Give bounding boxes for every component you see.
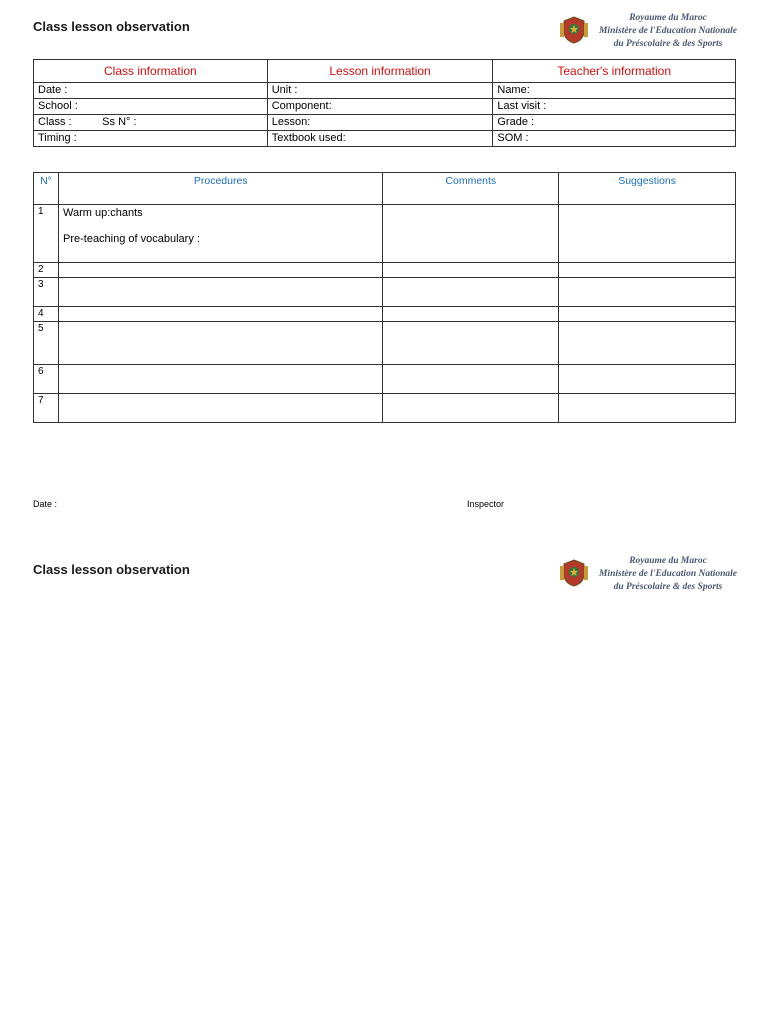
comment-cell[interactable]: [383, 278, 559, 307]
procedure-text: Pre-teaching of vocabulary :: [62, 233, 200, 245]
row-number: 6: [34, 365, 59, 394]
ministry-line-2: Ministère de l'Education Nationale: [598, 569, 738, 579]
info-cell[interactable]: Timing :: [34, 131, 268, 147]
date-label: Date :: [33, 499, 58, 509]
table-row: [34, 263, 736, 278]
row-number: 7: [34, 394, 59, 423]
procedure-cell[interactable]: [58, 322, 382, 365]
teacher-info-header: Teacher's information: [493, 60, 736, 83]
comment-cell[interactable]: [383, 307, 559, 322]
procedures-table: [33, 172, 736, 423]
info-row: [34, 115, 736, 131]
number-header: N°: [34, 173, 59, 205]
inspector-label: Inspector: [467, 499, 505, 509]
comment-cell[interactable]: [383, 263, 559, 278]
info-cell[interactable]: SOM :: [493, 131, 736, 147]
comment-cell[interactable]: [383, 322, 559, 365]
info-cell[interactable]: Grade :: [493, 115, 736, 131]
ministry-line-3: du Préscolaire & des Sports: [613, 39, 723, 49]
moroccan-emblem-icon: [560, 558, 588, 588]
info-cell[interactable]: School :: [34, 99, 268, 115]
table-row: [34, 394, 736, 423]
suggestion-cell[interactable]: [559, 278, 736, 307]
suggestion-cell[interactable]: [559, 365, 736, 394]
procedure-cell[interactable]: [58, 205, 382, 263]
ministry-text: [590, 555, 746, 594]
row-number: 3: [34, 278, 59, 307]
row-number: 4: [34, 307, 59, 322]
suggestion-cell[interactable]: [559, 263, 736, 278]
table-row: [34, 365, 736, 394]
row-number: 1: [34, 205, 59, 263]
ministry-logo: [558, 12, 748, 52]
class-info-header: Class information: [34, 60, 268, 83]
page-title: Class lesson observation: [33, 19, 190, 34]
info-cell[interactable]: Textbook used:: [267, 131, 493, 147]
info-cell[interactable]: Date :: [34, 83, 268, 99]
table-row: [34, 205, 736, 263]
info-cell[interactable]: Name:: [493, 83, 736, 99]
suggestion-cell[interactable]: [559, 205, 736, 263]
procedure-text: Warm up:chants: [62, 207, 143, 219]
table-row: [34, 307, 736, 322]
procedure-cell[interactable]: [58, 278, 382, 307]
info-cell[interactable]: Component:: [267, 99, 493, 115]
info-row: [34, 131, 736, 147]
procedures-header: Procedures: [58, 173, 382, 205]
procedure-cell[interactable]: [58, 307, 382, 322]
suggestions-header: Suggestions: [559, 173, 736, 205]
info-row: [34, 99, 736, 115]
info-cell[interactable]: Lesson:: [267, 115, 493, 131]
info-cell[interactable]: Last visit :: [493, 99, 736, 115]
ministry-line-1: Royaume du Maroc: [629, 13, 707, 23]
info-cell[interactable]: Class : Ss N° :: [34, 115, 268, 131]
procedure-cell[interactable]: [58, 263, 382, 278]
ministry-text: [590, 12, 746, 51]
comment-cell[interactable]: [383, 205, 559, 263]
comment-cell[interactable]: [383, 394, 559, 423]
procedure-cell[interactable]: [58, 394, 382, 423]
comments-header: Comments: [383, 173, 559, 205]
ministry-line-1: Royaume du Maroc: [629, 556, 707, 566]
ministry-logo-page-2: [558, 555, 748, 595]
info-cell[interactable]: Unit :: [267, 83, 493, 99]
suggestion-cell[interactable]: [559, 322, 736, 365]
table-row: [34, 278, 736, 307]
ministry-line-2: Ministère de l'Education Nationale: [598, 26, 738, 36]
suggestion-cell[interactable]: [559, 394, 736, 423]
moroccan-emblem-icon: [560, 15, 588, 45]
ministry-line-3: du Préscolaire & des Sports: [613, 582, 723, 592]
info-row: [34, 83, 736, 99]
comment-cell[interactable]: [383, 365, 559, 394]
suggestion-cell[interactable]: [559, 307, 736, 322]
procedure-cell[interactable]: [58, 365, 382, 394]
row-number: 5: [34, 322, 59, 365]
row-number: 2: [34, 263, 59, 278]
info-table: [33, 59, 736, 147]
table-row: [34, 322, 736, 365]
lesson-info-header: Lesson information: [267, 60, 493, 83]
info-header-row: [34, 60, 736, 83]
page-2-title: Class lesson observation: [33, 562, 190, 577]
procedures-header-row: [34, 173, 736, 205]
